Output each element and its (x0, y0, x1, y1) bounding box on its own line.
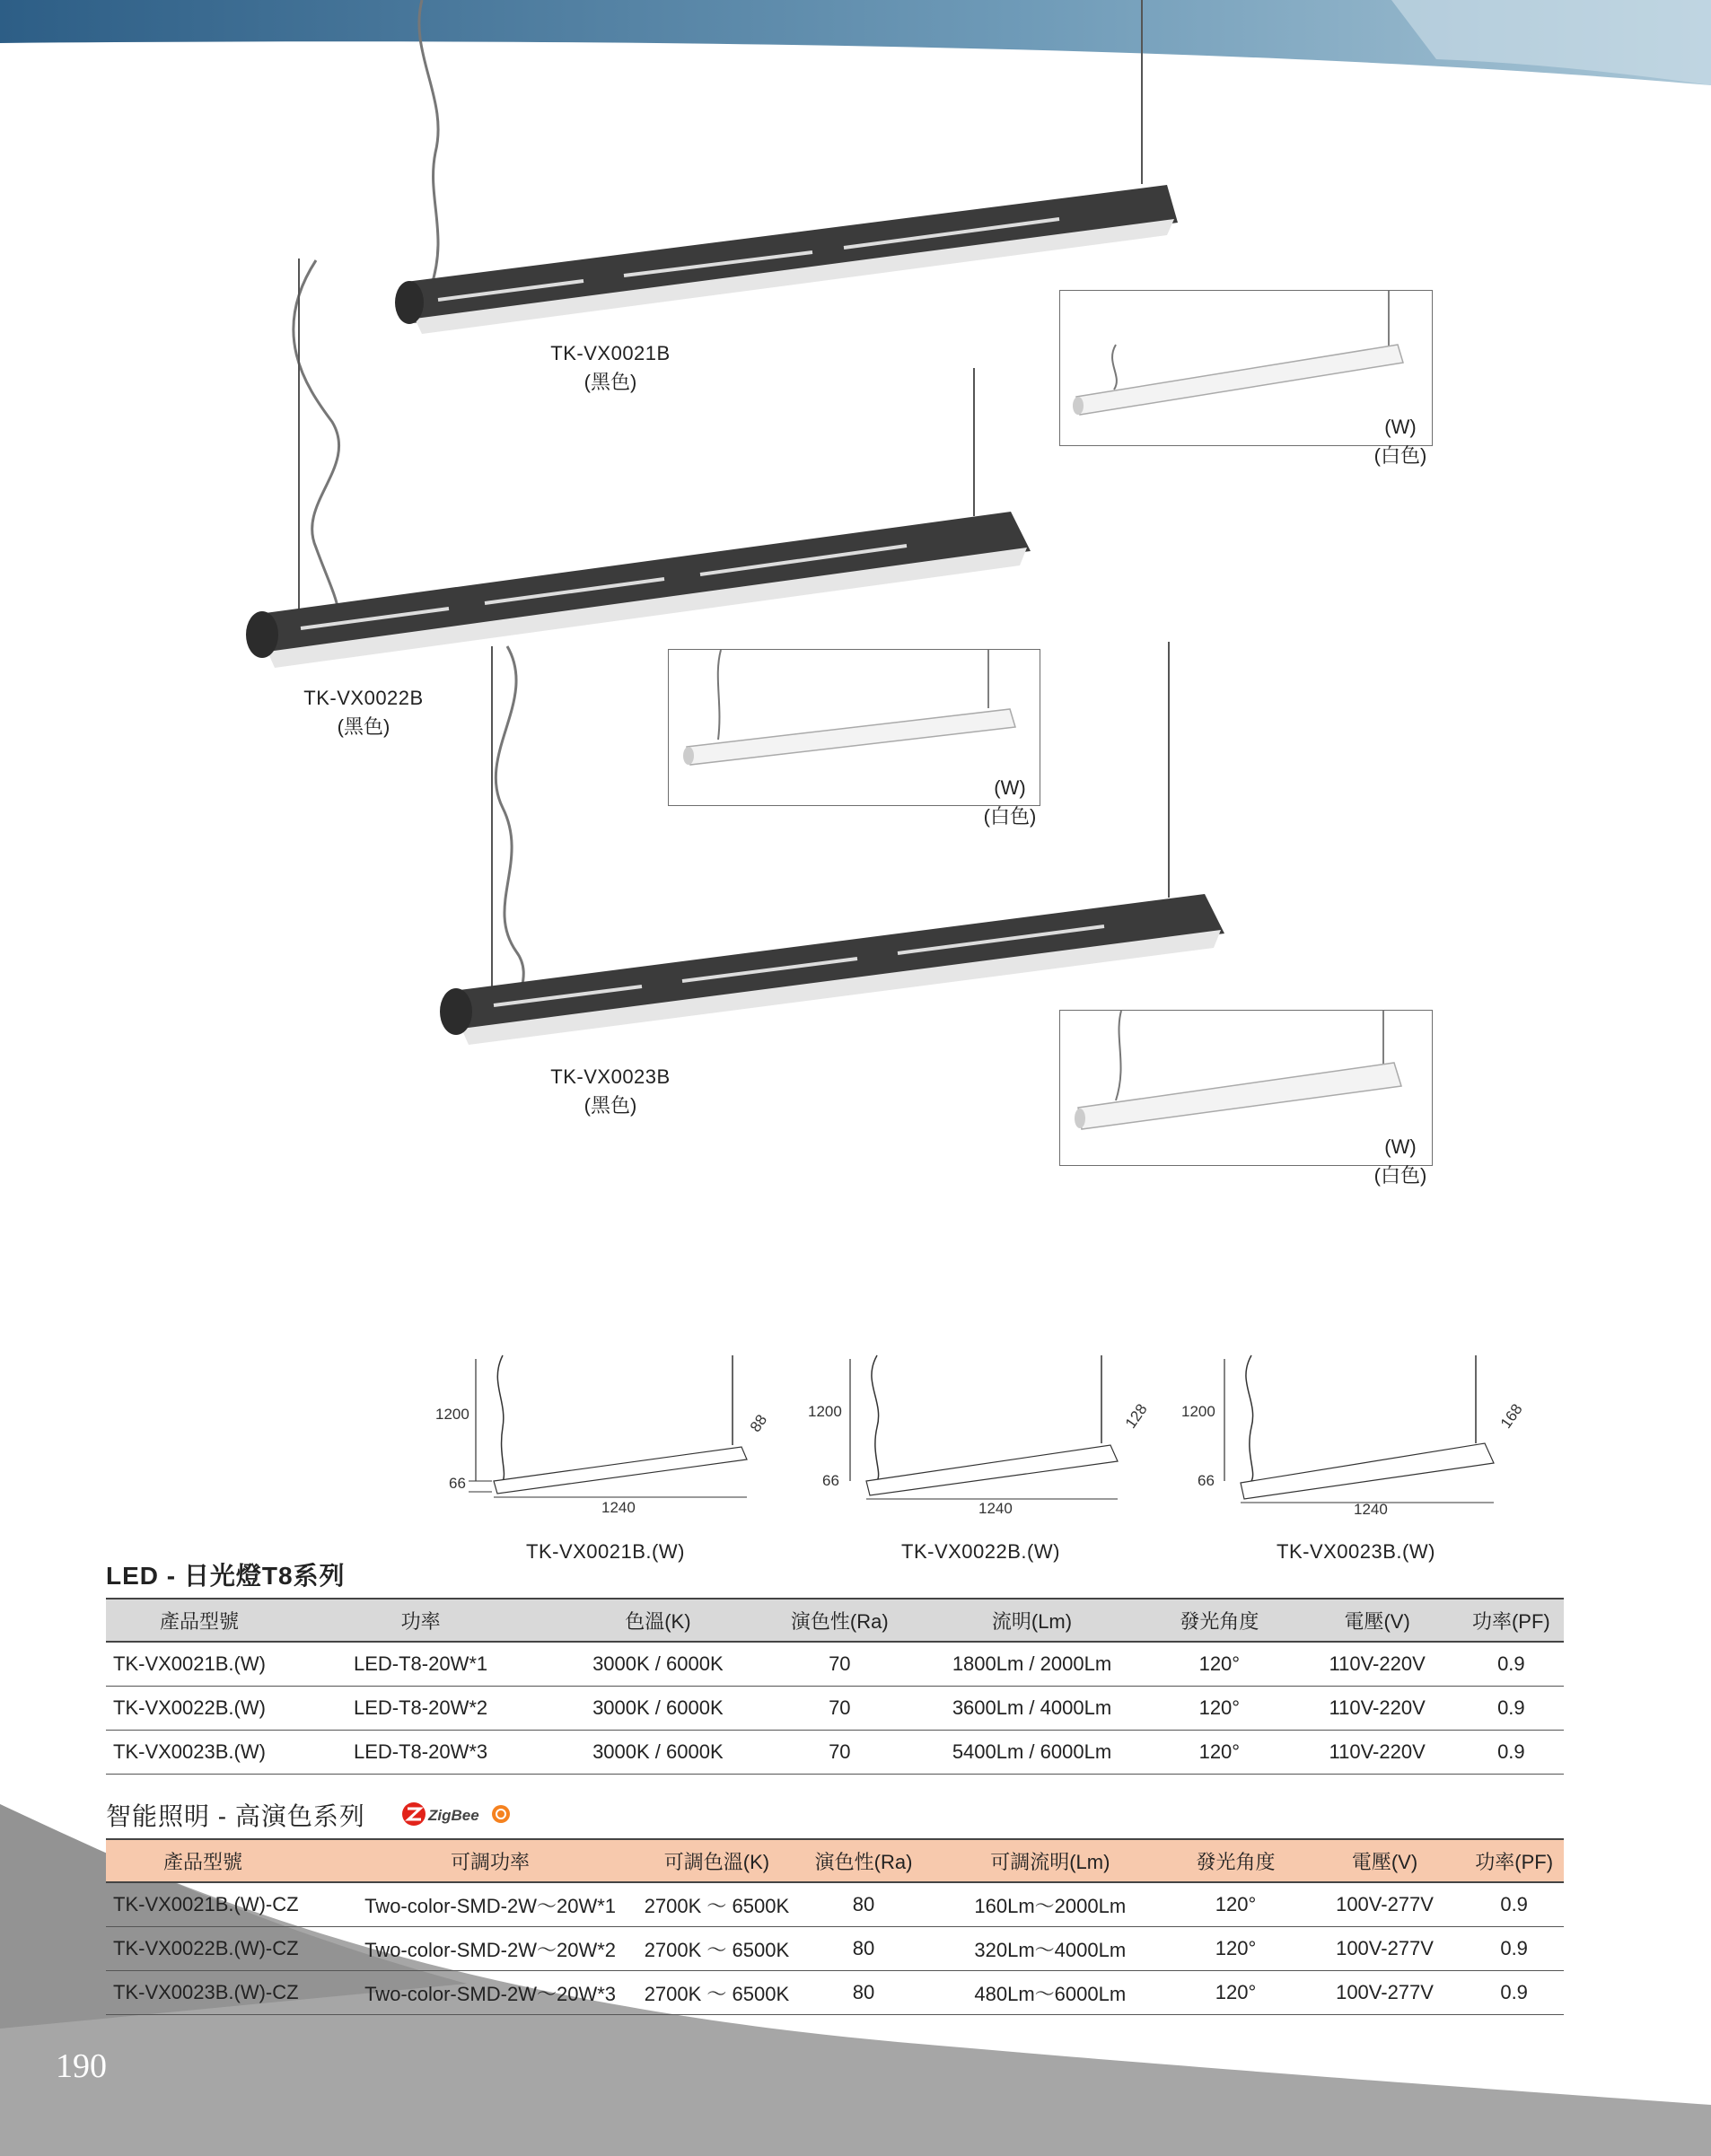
dimension-drawings (0, 1337, 1711, 1535)
dimension-caption: TK-VX0022B.(W) (901, 1540, 1060, 1563)
white-variant-caption-1 (1347, 413, 1454, 470)
cell-pf: 0.9 (1459, 1687, 1564, 1731)
cell-voltage: 110V-220V (1296, 1687, 1459, 1731)
cell-pf: 0.9 (1459, 1642, 1564, 1687)
section-title-smart: 智能照明 - 高演色系列 (106, 1802, 365, 1830)
variant-code: (W) (1384, 1135, 1417, 1158)
col-header: 功率 (284, 1599, 557, 1642)
dim-width: 88 (746, 1411, 771, 1435)
product-color-note: (黑色) (583, 1094, 637, 1117)
col-header: 發光角度 (1143, 1599, 1295, 1642)
cell-model: TK-VX0021B.(W)-CZ (106, 1882, 340, 1927)
cell-beam-angle: 120° (1166, 1882, 1305, 1927)
product-color-note: (黑色) (337, 715, 390, 738)
cell-power: LED-T8-20W*3 (284, 1731, 557, 1775)
page-number: 190 (56, 2047, 107, 2085)
cell-model: TK-VX0023B.(W)-CZ (106, 1971, 340, 2015)
cell-color-temp: 3000K / 6000K (557, 1642, 759, 1687)
dimension-drawing-3 (1224, 1355, 1494, 1503)
dim-body-height: 66 (822, 1472, 839, 1489)
cell-pf: 0.9 (1464, 1882, 1564, 1927)
cell-beam-angle: 120° (1143, 1731, 1295, 1775)
variant-color-note: (白色) (983, 805, 1037, 828)
dim-height: 1200 (435, 1406, 469, 1423)
product-model: TK-VX0022B (303, 687, 424, 709)
cell-beam-angle: 120° (1166, 1927, 1305, 1971)
cell-power: Two-color-SMD-2W～20W*2 (340, 1927, 640, 1971)
cell-model: TK-VX0021B.(W) (106, 1642, 284, 1687)
cell-model: TK-VX0023B.(W) (106, 1731, 284, 1775)
lamp1-cable (419, 0, 438, 287)
lamp2-cable (294, 260, 339, 646)
cell-voltage: 100V-277V (1305, 1927, 1464, 1971)
cell-power: Two-color-SMD-2W～20W*3 (340, 1971, 640, 2015)
col-header: 產品型號 (106, 1599, 284, 1642)
lamp2-body (246, 512, 1031, 668)
cell-lumen: 3600Lm / 4000Lm (921, 1687, 1143, 1731)
col-header: 功率(PF) (1464, 1839, 1564, 1882)
product-model: TK-VX0023B (550, 1065, 671, 1088)
table-header-row (106, 1599, 1564, 1642)
cell-lumen: 320Lm～4000Lm (934, 1927, 1166, 1971)
product-label-2 (256, 684, 471, 741)
variant-code: (W) (994, 776, 1026, 799)
col-header: 電壓(V) (1296, 1599, 1459, 1642)
white-variant-caption-3 (1347, 1133, 1454, 1190)
zigbee-logo (401, 1799, 513, 1829)
cell-beam-angle: 120° (1143, 1642, 1295, 1687)
cell-pf: 0.9 (1464, 1971, 1564, 2015)
cell-ra: 80 (794, 1971, 934, 2015)
dim-length: 1240 (1354, 1501, 1388, 1518)
col-header: 可調色溫(K) (640, 1839, 794, 1882)
smart-spec-table (106, 1838, 1564, 2015)
dimension-caption: TK-VX0023B.(W) (1277, 1540, 1435, 1563)
cell-lumen: 1800Lm / 2000Lm (921, 1642, 1143, 1687)
dim-body-height: 66 (1198, 1472, 1215, 1489)
cell-power: LED-T8-20W*1 (284, 1642, 557, 1687)
cell-color-temp: 3000K / 6000K (557, 1731, 759, 1775)
variant-code: (W) (1384, 416, 1417, 438)
variant-color-note: (白色) (1373, 1164, 1427, 1187)
cell-color-temp: 3000K / 6000K (557, 1687, 759, 1731)
cell-ra: 70 (759, 1731, 921, 1775)
col-header: 色溫(K) (557, 1599, 759, 1642)
variant-color-note: (白色) (1373, 444, 1427, 467)
cell-ra: 70 (759, 1642, 921, 1687)
cell-power: Two-color-SMD-2W～20W*1 (340, 1882, 640, 1927)
cell-ra: 80 (794, 1882, 934, 1927)
cell-lumen: 480Lm～6000Lm (934, 1971, 1166, 2015)
dim-body-height: 66 (449, 1475, 466, 1492)
cell-model: TK-VX0022B.(W)-CZ (106, 1927, 340, 1971)
col-header: 演色性(Ra) (759, 1599, 921, 1642)
col-header: 產品型號 (106, 1839, 340, 1882)
cell-voltage: 100V-277V (1305, 1971, 1464, 2015)
cell-color-temp: 2700K ～ 6500K (640, 1882, 794, 1927)
col-header: 流明(Lm) (921, 1599, 1143, 1642)
dim-width: 128 (1121, 1400, 1151, 1432)
table-row (106, 1687, 1564, 1731)
cell-voltage: 100V-277V (1305, 1882, 1464, 1927)
table-header-row (106, 1839, 1564, 1882)
cell-voltage: 110V-220V (1296, 1642, 1459, 1687)
white-variant-caption-2 (956, 774, 1064, 831)
dim-width: 168 (1496, 1400, 1526, 1432)
col-header: 演色性(Ra) (794, 1839, 934, 1882)
product-color-note: (黑色) (583, 371, 637, 393)
col-header: 電壓(V) (1305, 1839, 1464, 1882)
cell-pf: 0.9 (1459, 1731, 1564, 1775)
section-title-led: LED - 日光燈T8系列 (106, 1562, 346, 1590)
product-model: TK-VX0021B (550, 342, 671, 364)
table-row (106, 1882, 1564, 1927)
dimension-caption: TK-VX0021B.(W) (526, 1540, 685, 1563)
product-label-1 (503, 339, 718, 397)
dim-length: 1240 (601, 1499, 636, 1516)
cell-power: LED-T8-20W*2 (284, 1687, 557, 1731)
cell-pf: 0.9 (1464, 1927, 1564, 1971)
table-row (106, 1642, 1564, 1687)
cell-ra: 80 (794, 1927, 934, 1971)
cell-model: TK-VX0022B.(W) (106, 1687, 284, 1731)
zigbee-logo-text: ZigBee (428, 1807, 479, 1824)
col-header: 發光角度 (1166, 1839, 1305, 1882)
col-header: 功率(PF) (1459, 1599, 1564, 1642)
led-spec-table (106, 1598, 1564, 1775)
dim-length: 1240 (978, 1500, 1013, 1517)
zigbee-icon (401, 1799, 513, 1829)
dimension-drawing-1 (469, 1355, 747, 1497)
dim-height: 1200 (808, 1403, 842, 1420)
dimension-drawing-2 (850, 1355, 1118, 1499)
cell-ra: 70 (759, 1687, 921, 1731)
dim-height: 1200 (1181, 1403, 1215, 1420)
cell-color-temp: 2700K ～ 6500K (640, 1971, 794, 2015)
col-header: 可調功率 (340, 1839, 640, 1882)
cell-beam-angle: 120° (1166, 1971, 1305, 2015)
lamp3-cable (496, 646, 523, 996)
col-header: 可調流明(Lm) (934, 1839, 1166, 1882)
cell-beam-angle: 120° (1143, 1687, 1295, 1731)
table-row (106, 1731, 1564, 1775)
cell-lumen: 5400Lm / 6000Lm (921, 1731, 1143, 1775)
table-row (106, 1971, 1564, 2015)
table-row (106, 1927, 1564, 1971)
product-label-3 (503, 1063, 718, 1120)
cell-voltage: 110V-220V (1296, 1731, 1459, 1775)
cell-color-temp: 2700K ～ 6500K (640, 1927, 794, 1971)
cell-lumen: 160Lm～2000Lm (934, 1882, 1166, 1927)
